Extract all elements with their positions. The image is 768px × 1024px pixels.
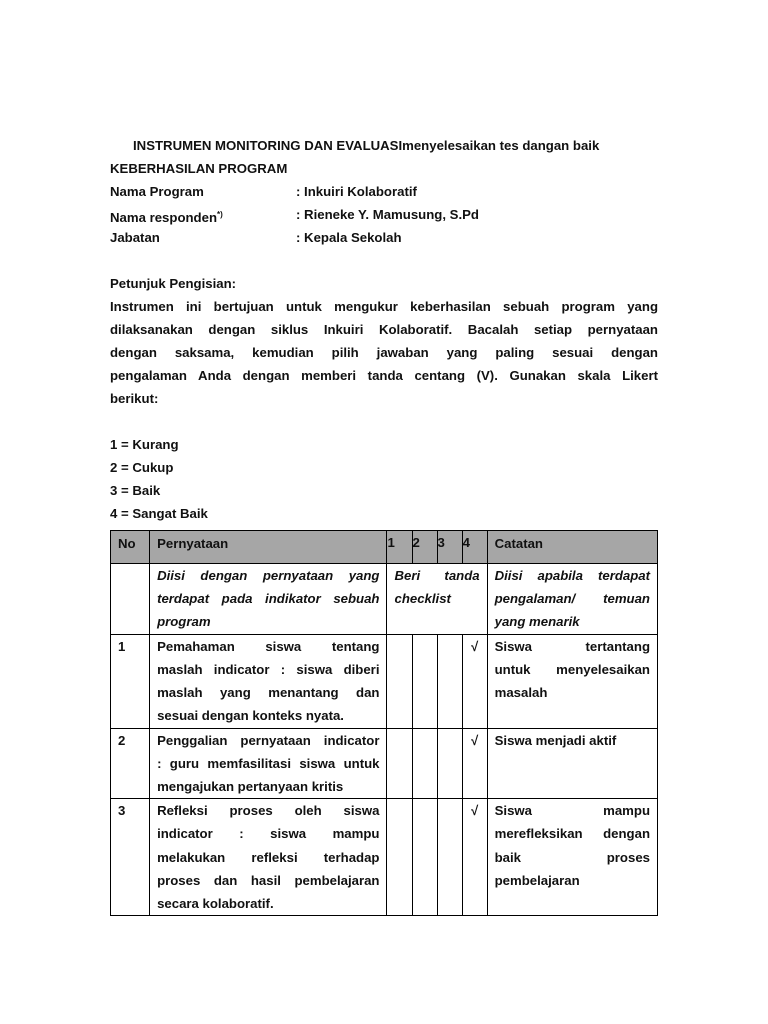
row-catatan: Siswa tertantang untuk menyelesaikan masalah (487, 634, 657, 728)
document-title-line-1: INSTRUMEN MONITORING DAN EVALUASImenyelesaikan tes dangan baik (133, 138, 600, 153)
row-pernyataan: Refleksi proses oleh siswa indicator : siswa mampu melakukan refleksi terhadap proses dan hasil pembelajaran secara kolaboratif. (150, 799, 387, 916)
evaluation-table (110, 530, 658, 916)
row-pernyataan: Penggalian pernyataan indicator : guru memfasilitasi siswa untuk mengajukan pertanyaan kritis (150, 728, 387, 799)
header-score-4: 4 (462, 531, 487, 564)
row-score-3[interactable] (437, 728, 462, 799)
scale-item: 3 = Baik (110, 483, 161, 498)
header-catatan: Catatan (487, 531, 657, 564)
row-score-1[interactable] (387, 799, 412, 916)
jabatan-value: : Kepala Sekolah (296, 230, 402, 245)
row-catatan: Siswa menjadi aktif (487, 728, 657, 799)
instructions-line: Instrumen ini bertujuan untuk mengukur keberhasilan sebuah program yang (110, 299, 658, 314)
guide-pernyataan-cell: Diisi dengan pernyataan yang terdapat pada indikator sebuah program (150, 564, 387, 635)
row-score-4-checkmark[interactable]: √ (462, 634, 487, 728)
row-score-4-checkmark[interactable]: √ (462, 728, 487, 799)
scale-item: 4 = Sangat Baik (110, 506, 208, 521)
responden-label: Nama responden*) (110, 210, 223, 225)
scale-item: 2 = Cukup (110, 460, 174, 475)
document-title-line-2: KEBERHASILAN PROGRAM (110, 161, 288, 176)
table-header-row (111, 531, 658, 564)
header-no: No (111, 531, 150, 564)
guide-checklist-cell: Beri tanda checklist (387, 564, 487, 635)
instructions-heading: Petunjuk Pengisian: (110, 276, 237, 291)
header-score-2: 2 (412, 531, 437, 564)
table-row (111, 728, 658, 799)
program-value: : Inkuiri Kolaboratif (296, 184, 417, 199)
row-score-1[interactable] (387, 728, 412, 799)
table-row (111, 799, 658, 916)
row-score-2[interactable] (412, 634, 437, 728)
row-score-2[interactable] (412, 799, 437, 916)
guide-no-cell (111, 564, 150, 635)
header-pernyataan: Pernyataan (150, 531, 387, 564)
table-guide-row (111, 564, 658, 635)
header-score-3: 3 (437, 531, 462, 564)
program-label: Nama Program (110, 184, 204, 199)
row-no: 3 (111, 799, 150, 916)
instructions-line: dengan saksama, kemudian pilih jawaban yang paling sesuai dengan (110, 345, 658, 360)
row-no: 1 (111, 634, 150, 728)
instructions-line: berikut: (110, 391, 159, 406)
row-score-2[interactable] (412, 728, 437, 799)
scale-item: 1 = Kurang (110, 437, 179, 452)
row-score-3[interactable] (437, 634, 462, 728)
responden-value: : Rieneke Y. Mamusung, S.Pd (296, 207, 479, 222)
instructions-line: dilaksanakan dengan siklus Inkuiri Kolaboratif. Bacalah setiap pernyataan (110, 322, 658, 337)
header-score-1: 1 (387, 531, 412, 564)
row-score-1[interactable] (387, 634, 412, 728)
row-no: 2 (111, 728, 150, 799)
row-score-4-checkmark[interactable]: √ (462, 799, 487, 916)
row-pernyataan: Pemahaman siswa tentang maslah indicator : siswa diberi maslah yang menantang dan sesuai dengan konteks nyata. (150, 634, 387, 728)
instructions-line: pengalaman Anda dengan memberi tanda centang (V). Gunakan skala Likert (110, 368, 658, 383)
guide-catatan-cell: Diisi apabila terdapat pengalaman/ temuan yang menarik (487, 564, 657, 635)
jabatan-label: Jabatan (110, 230, 160, 245)
row-score-3[interactable] (437, 799, 462, 916)
table-row (111, 634, 658, 728)
row-catatan: Siswa mampu merefleksikan dengan baik proses pembelajaran (487, 799, 657, 916)
